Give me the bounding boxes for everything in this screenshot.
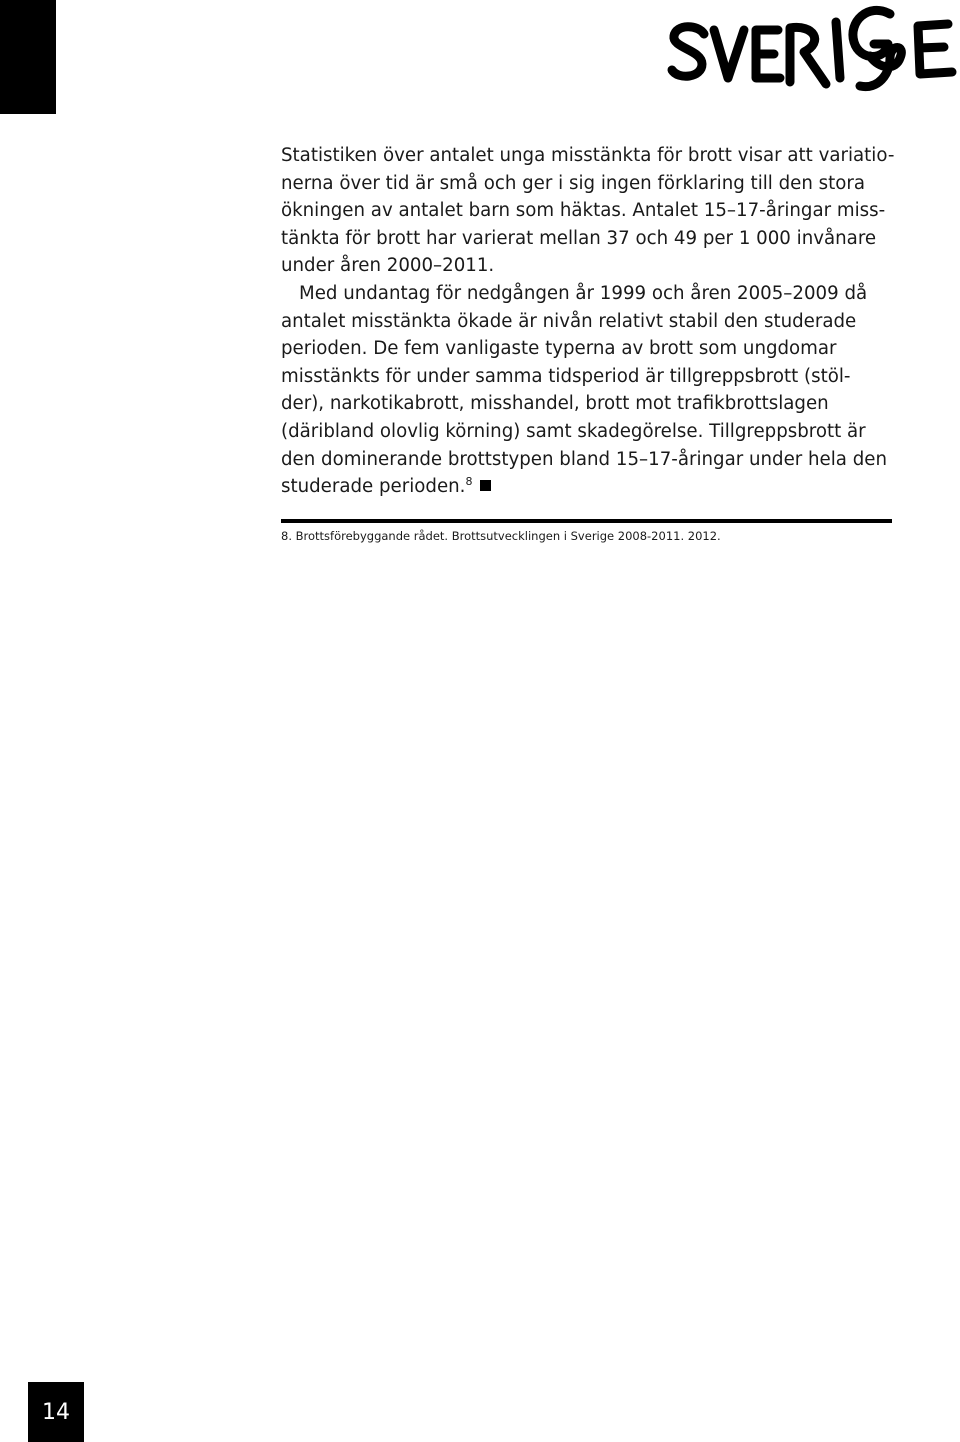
body-line-12: den dominerande brottstypen bland 15–17-åringar under hela den [281, 448, 887, 470]
sverige-logo-graphic [664, 0, 960, 96]
footnote-divider [281, 519, 892, 523]
corner-block [0, 0, 56, 114]
body-line-11: (däribland olovlig körning) samt skadegörelse. Tillgreppsbrott är [281, 420, 866, 442]
body-line-13: studerade perioden. [281, 476, 466, 498]
body-line-2: nerna över tid är små och ger i sig ingen förklaring till den stora [281, 172, 866, 194]
footnote: 8. Brottsförebyggande rådet. Brottsutvecklingen i Sverige 2008-2011. 2012. [281, 529, 721, 543]
body-line-4: tänkta för brott har varierat mellan 37 och 49 per 1 000 invånare [281, 227, 877, 249]
body-text [281, 142, 897, 501]
page-number [28, 1382, 84, 1442]
body-line-10: der), narkotikabrott, misshandel, brott mot trafikbrottslagen [281, 393, 829, 415]
sverige-logo [664, 0, 960, 96]
body-line-3: ökningen av antalet barn som häktas. Antalet 15–17-åringar miss- [281, 200, 886, 222]
footnote-reference[interactable]: 8 [465, 475, 473, 489]
page-number-label: 14 [42, 1399, 70, 1425]
body-line-9: misstänkts för under samma tidsperiod är tillgreppsbrott (stöl- [281, 365, 851, 387]
body-line-8: perioden. De fem vanligaste typerna av brott som ungdomar [281, 338, 837, 360]
end-of-article-mark [480, 480, 491, 491]
body-line-1: Statistiken över antalet unga misstänkta för brott visar att variatio- [281, 145, 895, 166]
body-line-6: Med undantag för nedgången år 1999 och åren 2005–2009 då [299, 282, 868, 304]
body-line-5: under åren 2000–2011. [281, 255, 495, 277]
body-line-7: antalet misstänkta ökade är nivån relativt stabil den studerade [281, 310, 857, 332]
